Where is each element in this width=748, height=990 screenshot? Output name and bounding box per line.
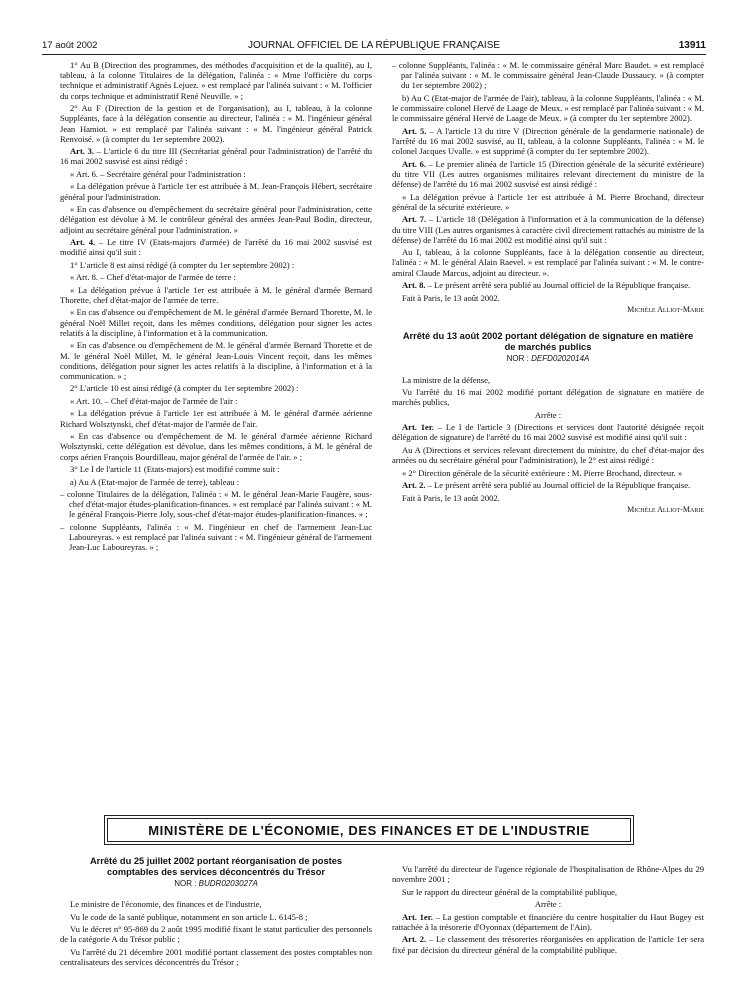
decree-title: Arrêté du 25 juillet 2002 portant réorganisation de postes comptables des services déconcentrés du Trésor [89,856,343,877]
article-number: Art. 5. [402,125,427,136]
paragraph-text: – Le I de l'article 3 (Directions et services dont l'autorité désignée reçoit délégation de signature) de l'arrêté du 16 mai 2002 susvisé est modifié ainsi qu'il suit : [392,422,704,443]
paragraph [60,947,372,967]
decree-title: Arrêté du 13 août 2002 portant délégation de signature en matière de marchés publics [402,331,694,352]
left-column [60,60,372,555]
nor-label: NOR : [174,879,197,888]
paragraph [392,192,704,212]
paragraph [60,431,372,462]
paragraph [60,522,372,553]
right-column-body [392,60,704,303]
paragraph-text: « 2° Direction générale de la sécurité extérieure : M. Pierre Brochand, directeur. » [402,467,683,478]
paragraph [60,383,372,393]
lower-right-column [392,864,704,957]
paragraph [60,408,372,428]
article-number: Art. 8. [402,280,426,291]
paragraph [392,445,704,465]
paragraph [392,493,704,503]
paragraph-text: 2° Au F (Direction de la gestion et de l'organisation), au I, tableau, à la colonne Suppléants, face à la délégation consentie au directeur, l'alinéa : « M. l'ingénieur général Jean Hamiot. » est remplacé par l'alinéa suivant : « M. l'ingénieur général Patrick Renvoisé. » (à compter du 1er septembre 2002). [60,103,372,144]
paragraph-text: – Le présent arrêté sera publié au Journal officiel de la République française. [425,480,691,491]
paragraph-text: « En cas d'absence ou d'empêchement de M. le général d'armée Bernard Thorette, M. le général Noël Millet reçoit, dans les mêmes conditions, délégation pour signer les actes relatifs à la discipline, à l'information et à la communication. [60,307,372,338]
page-header [42,40,706,55]
paragraph-text: « La délégation prévue à l'article 1er est attribuée à M. Pierre Brochand, directeur général de la sécurité extérieure. » [392,191,704,212]
paragraph-text: « En cas d'absence ou d'empêchement du secrétaire général pour l'administration, cette délégation est dévolue à M. le contrôleur général des armées Jean-Paul Bodin, directeur, adjoint au secrétaire général pour l'administration. » [60,204,372,235]
paragraph-text: « En cas d'absence ou d'empêchement de M. le général d'armée aérienne Richard Wolsztynski, cette délégation est dévolue, dans les mêmes conditions, à M. le général de corps aérien François Bourdilleau, major général de l'armée de l'air. » ; [60,431,372,462]
paragraph-text: « Art. 10. – Chef d'état-major de l'armée de l'air : [70,395,238,406]
paragraph [60,181,372,201]
paragraph-text: « La délégation prévue à l'article 1er est attribuée à M. Jean-François Hébert, secrétaire général pour l'administration. [60,181,372,202]
paragraph [392,468,704,478]
nor-label: NOR : [506,354,529,364]
signature: Michèle Alliot-Marie [627,305,704,315]
paragraph [60,204,372,235]
paragraph-text: Sur le rapport du directeur général de la comptabilité publique, [402,886,618,897]
paragraph-text: Vu l'arrêté du directeur de l'agence régionale de l'hospitalisation de Rhône-Alpes du 29 novembre 2001 ; [392,864,704,885]
lower-left-column [60,856,372,970]
paragraph [60,924,372,944]
paragraph-text: Vu l'arrêté du 21 décembre 2001 modifié portant classement des postes comptables non centralisateurs des services déconcentrés du Trésor ; [60,946,372,968]
paragraph-text: Vu le décret n° 95-869 du 2 août 1995 modifié fixant le statut particulier des personnels de la catégorie A du Trésor public ; [60,924,372,945]
paragraph [392,60,704,91]
signature: Michèle Alliot-Marie [627,505,704,515]
paragraph [392,247,704,278]
paragraph [392,280,704,290]
paragraph-text: Au A (Directions et services relevant directement du ministre, du chef d'état-major des armées ou du secrétaire général pour l'administration), le 2° est ainsi rédigé : [392,444,704,466]
paragraph [392,912,704,932]
article-number: Art. 4. [70,237,96,248]
paragraph [392,480,704,490]
paragraph-text: « En cas d'absence ou d'empêchement de M. le général d'armée Bernard Thorette et de M. le général Noël Millet, M. le général Jean-Louis Vincent reçoit, dans les mêmes conditions, délégation pour signer les actes relatifs à la discipline, à l'information et à la communication. » ; [60,340,372,381]
paragraph-text: Le ministre de l'économie, des finances et de l'industrie, [70,899,262,910]
paragraph [60,60,372,101]
paragraph [60,103,372,144]
paragraph-text: Arrête : [534,409,562,420]
paragraph-text: 1° Au B (Direction des programmes, des méthodes d'acquisition et de la qualité), au I, tableau, à la colonne Titulaires de la délégation, l'alinéa : « Mme l'officière du corps technique et administratif Agnès Lejuez. » est remplacé par l'alinéa suivant : « M. l'officier du corps technique et administratif René Neuville. » ; [60,60,372,101]
page-number: 13911 [678,40,706,51]
paragraph [60,272,372,282]
paragraph-text: 2° L'article 10 est ainsi rédigé (à compter du 1er septembre 2002) : [70,383,299,394]
paragraph-text: Vu le code de la santé publique, notamment en son article L. 6145-8 ; [70,911,308,922]
paragraph [392,126,704,157]
paragraph-text: La ministre de la défense, [402,374,491,385]
article-number: Art. 2. [402,480,426,491]
paragraph-text: – Le présent arrêté sera publié au Journal officiel de la République française. [425,280,691,291]
decree-nor [60,879,372,889]
paragraph [60,396,372,406]
paragraph-text: – L'article 6 du titre III (Secrétariat général pour l'administration) de l'arrêté du 16 mai 2002 susvisé est ainsi rédigé : [60,146,373,167]
paragraph [392,387,704,407]
paragraph [60,477,372,487]
paragraph-text: « Art. 8. – Chef d'état-major de l'armée de terre : [70,272,236,283]
paragraph [60,285,372,305]
journal-title: JOURNAL OFFICIEL DE LA RÉPUBLIQUE FRANÇAISE [247,40,501,51]
article-number: Art. 7. [402,214,427,225]
paragraph-text: – Le classement des trésoreries réorganisées en application de l'article 1er sera fixé par décision du directeur général de la comptabilité publique. [392,934,705,955]
paragraph-text: 1° L'article 8 est ainsi rédigé (à compter du 1er septembre 2002) : [70,259,295,270]
paragraph [392,422,704,442]
article-number: Art. 1er. [402,422,434,433]
paragraph [392,375,704,385]
ministry-title: MINISTÈRE DE L'ÉCONOMIE, DES FINANCES ET DE L'INDUSTRIE [107,818,631,842]
paragraph-text: 3° Le I de l'article 11 (Etats-majors) est modifié comme suit : [70,464,280,475]
paragraph [392,159,704,190]
paragraph-text: – Le premier alinéa de l'article 15 (Direction générale de la sécurité extérieure) du titre VII (Les autres organismes militaires relevant directement du ministre de la défense) de l'arrêté du 16 mai 2002 susvisé est ainsi rédigé : [392,158,705,190]
paragraph [60,260,372,270]
paragraph-text: Fait à Paris, le 13 août 2002. [402,492,500,503]
paragraph-text: – colonne Suppléants, l'alinéa : « M. l'ingénieur en chef de l'armement Jean-Luc Laboureyras. » est remplacé par l'alinéa suivant : « M. l'ingénieur général de l'armement Jean-Luc Laboureyras. » ; [60,521,372,553]
paragraph [60,307,372,338]
paragraph [60,912,372,922]
paragraph [392,864,704,884]
paragraph-text: Fait à Paris, le 13 août 2002. [402,292,500,303]
decree-body [392,375,704,503]
paragraph-text: – L'article 18 (Délégation à l'information et à la communication de la défense) du titre VIII (Les autres organismes à caractère civil directement rattachés au ministre de la défense) de l'arrêté du 16 mai 2002 est modifié ainsi qu'il suit : [392,214,705,245]
paragraph-text: « La délégation prévue à l'article 1er est attribuée à M. le général d'armée Bernard Thorette, chef d'état-major de l'armée de terre. [60,284,372,305]
paragraph-text: – colonne Titulaires de la délégation, l'alinéa : « M. le général Jean-Marie Faugère, sous-chef d'état-major études-planification-finances. » est remplacé par l'alinéa suivant : « M. le général François-Pierre Joly, sous-chef d'état-major études-planification-finances. » ; [60,489,372,520]
nor-code: BUDR0203027A [198,879,258,888]
article-number: Art. 2. [402,934,427,945]
paragraph-text: – colonne Suppléants, l'alinéa : « M. le commissaire général Marc Baudet. » est remplacé par l'alinéa suivant : « M. le commissaire général Jean-Claude Dussaucy. » (à compter du 1er septembre 2002) ; [392,60,704,91]
paragraph-text: Au I, tableau, à la colonne Suppléants, face à la délégation consentie au directeur, l'alinéa : « M. le général Alain Raevel. » est remplacé par l'alinéa suivant : « M. le contre-amiral Claude Marcus, adjoint au directeur. ». [392,247,704,278]
paragraph [60,899,372,909]
right-column [392,60,704,521]
paragraph [60,489,372,520]
paragraph [60,237,372,257]
paragraph-text: – A l'article 13 du titre V (Direction générale de la gendarmerie nationale) de l'arrêté du 16 mai 2002 susvisé, au II, tableau, à la colonne Suppléants, l'alinéa : « M. le colonel Jacques Uvalle. » est supprimé (à compter du 1er septembre 2002). [392,125,704,157]
paragraph [60,340,372,381]
paragraph-text: Arrête : [534,899,562,910]
paragraph [392,93,704,124]
article-number: Art. 6. [402,158,426,169]
paragraph-text: b) Au C (Etat-major de l'armée de l'air), tableau, à la colonne Suppléants, l'alinéa : « M. le commissaire colonel Hervé de Laage de Meux. » est remplacé par l'alinéa suivant : « M. le commissaire général Hervé de Laage de Meux. » (à compter du 1er septembre 2002). [392,92,704,124]
paragraph [60,464,372,474]
paragraph [392,887,704,897]
paragraph-text: – Le titre IV (Etats-majors d'armée) de l'arrêté du 16 mai 2002 susvisé est modifié ainsi qu'il suit : [60,237,373,258]
article-number: Art. 3. [70,146,94,157]
decree-body [60,899,372,967]
paragraph [392,410,704,420]
paragraph [392,934,704,954]
paragraph [60,146,372,166]
paragraph [60,169,372,179]
paragraph-text: « Art. 6. – Secrétaire général pour l'administration : [70,168,246,179]
paragraph [392,899,704,909]
paragraph-text: a) Au A (Etat-major de l'armée de terre), tableau : [70,476,240,487]
paragraph [392,214,704,245]
nor-code: DEFD0202014A [531,354,590,364]
paragraph-text: Vu l'arrêté du 16 mai 2002 modifié portant délégation de signature en matière de marchés publics, [392,387,704,408]
paragraph-text: – La gestion comptable et financière du centre hospitalier du Haut Bugey est rattachée à la trésorerie d'Oyonnax (département de l'Ain). [392,911,704,932]
header-date: 17 août 2002 [42,40,98,51]
ministry-banner [104,815,634,845]
paragraph-text: « La délégation prévue à l'article 1er est attribuée à M. le général d'armée aérienne Richard Wolsztynski, chef d'état-major de l'armée de l'air. [60,408,372,429]
article-number: Art. 1er. [402,911,433,922]
decree-nor [392,354,704,364]
paragraph [392,293,704,303]
